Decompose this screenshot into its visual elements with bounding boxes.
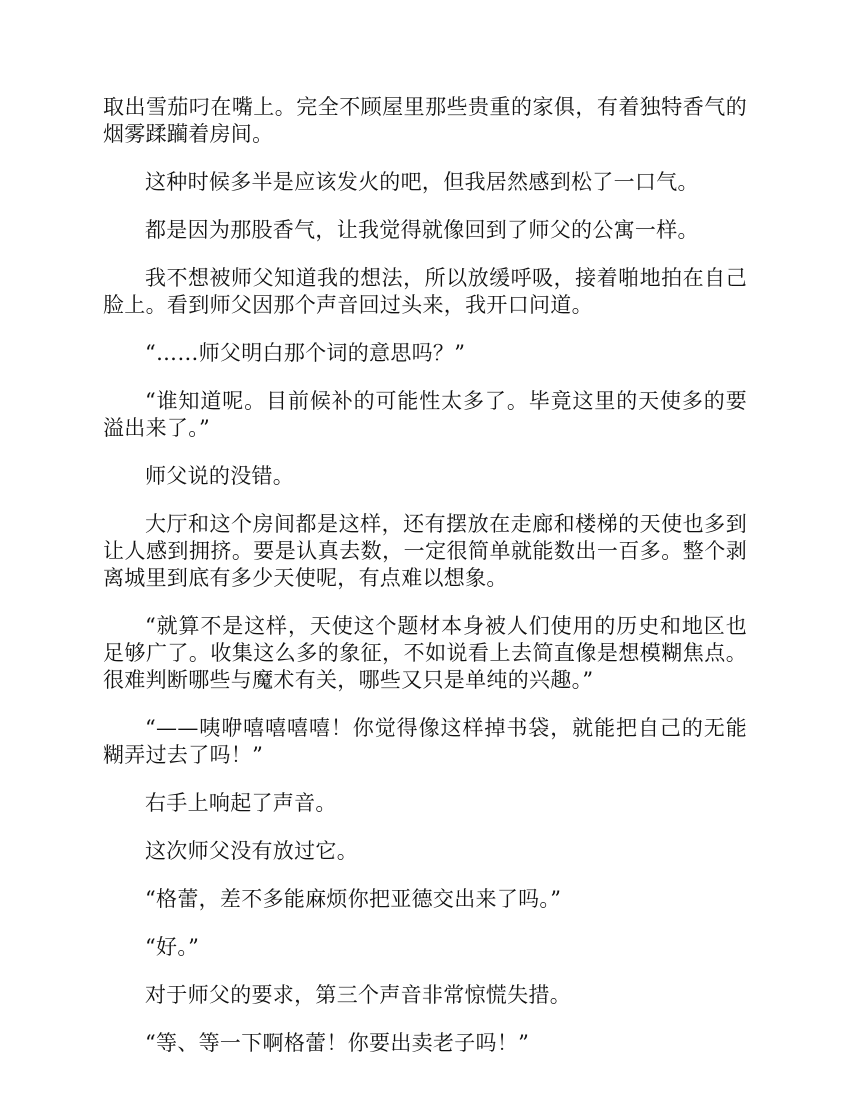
paragraph: 大厅和这个房间都是这样，还有摆放在走廊和楼梯的天使也多到让人感到拥挤。要是认真去数，一定很简单就能数出一百多。整个剥离城里到底有多少天使呢，有点难以想象。 [103, 512, 747, 590]
paragraph: 对于师父的要求，第三个声音非常惊慌失措。 [145, 983, 571, 1007]
dialogue-paragraph: “格蕾，差不多能麻烦你把亚德交出来了吗。” [145, 887, 562, 911]
paragraph: 我不想被师父知道我的想法，所以放缓呼吸，接着啪地拍在自己脸上。看到师父因那个声音回过头来，我开口问道。 [103, 266, 747, 317]
paragraph: 取出雪茄叼在嘴上。完全不顾屋里那些贵重的家俱，有着独特香气的烟雾蹂躏着房间。 [103, 95, 747, 146]
dialogue-paragraph: “——咦咿嘻嘻嘻嘻！你觉得像这样掉书袋，就能把自己的无能糊弄过去了吗！” [103, 716, 747, 767]
dialogue-paragraph: “好。” [145, 935, 200, 959]
paragraph: 这次师父没有放过它。 [145, 839, 358, 863]
paragraph: 都是因为那股香气，让我觉得就像回到了师父的公寓一样。 [145, 218, 699, 242]
paragraph: 师父说的没错。 [145, 464, 295, 488]
paragraph: 这种时候多半是应该发火的吧，但我居然感到松了一口气。 [145, 170, 699, 194]
dialogue-paragraph: “……师父明白那个词的意思吗？” [145, 341, 466, 365]
dialogue-paragraph: “等、等一下啊格蕾！你要出卖老子吗！” [145, 1031, 530, 1055]
paragraph: 右手上响起了声音。 [145, 791, 337, 815]
dialogue-paragraph: “谁知道呢。目前候补的可能性太多了。毕竟这里的天使多的要溢出来了。” [103, 389, 747, 440]
dialogue-paragraph: “就算不是这样，天使这个题材本身被人们使用的历史和地区也足够广了。收集这么多的象征，不如说看上去简直像是想模糊焦点。很难判断哪些与魔术有关，哪些又只是单纯的兴趣。” [103, 614, 747, 692]
document-page [103, 94, 747, 1078]
